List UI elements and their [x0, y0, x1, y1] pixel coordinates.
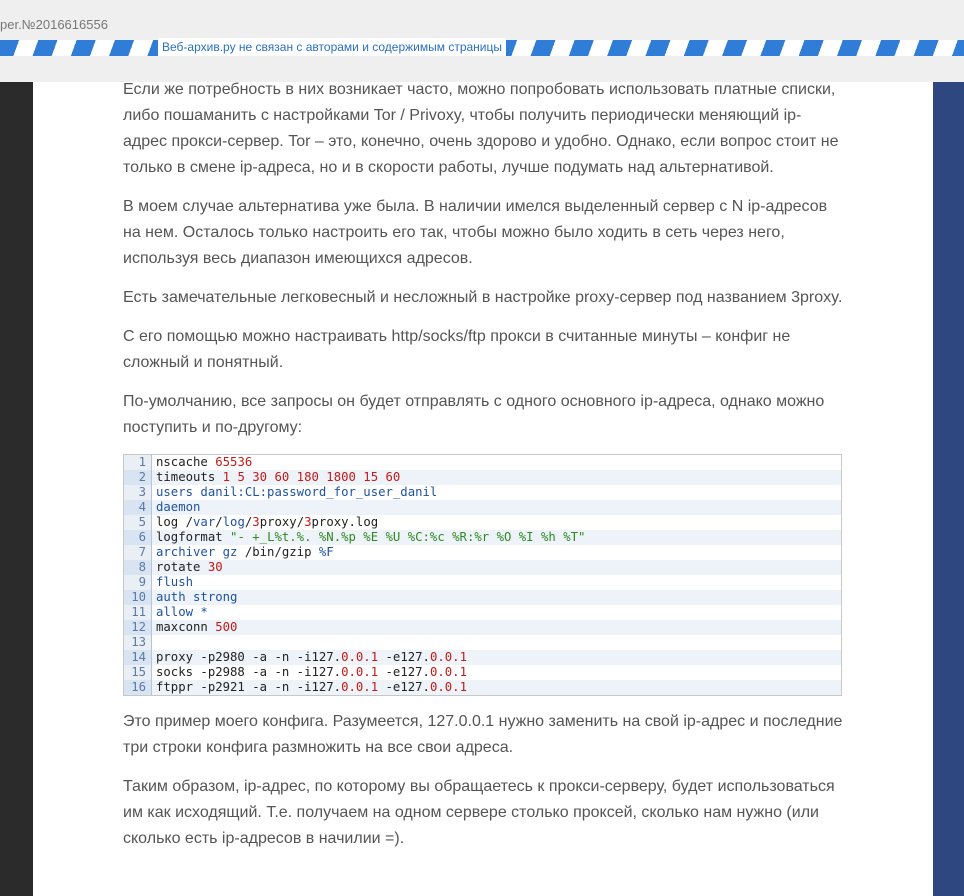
code-token: 30	[207, 560, 223, 574]
code-text	[152, 620, 841, 635]
line-number: 5	[124, 515, 152, 530]
code-token: socks -p2988 -a -n -i127.	[156, 665, 342, 679]
code-text	[152, 470, 841, 485]
article-body	[123, 82, 845, 865]
line-number: 4	[124, 500, 152, 515]
code-token: proxy/	[259, 515, 305, 529]
right-sidebar-strip	[933, 82, 964, 896]
line-number: 3	[124, 485, 152, 500]
line-number: 7	[124, 545, 152, 560]
code-token: proxy.log	[311, 515, 379, 529]
code-text	[152, 500, 841, 515]
code-text	[152, 530, 841, 545]
code-token: logformat	[156, 530, 231, 544]
code-token: -e127.	[378, 650, 430, 664]
code-token: -e127.	[378, 680, 430, 694]
code-line	[124, 545, 841, 560]
code-token: users danil:CL:password_for_user_danil	[156, 485, 438, 499]
code-token: /	[244, 515, 253, 529]
article-paragraph: В моем случае альтернатива уже была. В наличии имелся выделенный сервер с N ip-адресов на нем. Осталось только настроить его так, чтобы можно было ходить в сеть через него, используя весь диапазон имеющихся адресов.	[123, 198, 828, 267]
code-token: 1 5 30 60 180 1800 15 60	[222, 470, 401, 484]
line-number: 14	[124, 650, 152, 665]
article-paragraph: С его помощью можно настраивать http/socks/ftp прокси в считанные минуты – конфиг не сложный и понятный.	[123, 328, 791, 371]
code-token: 0.0.1	[341, 650, 379, 664]
code-line	[124, 620, 841, 635]
line-number: 11	[124, 605, 152, 620]
line-number: 16	[124, 680, 152, 695]
line-number: 10	[124, 590, 152, 605]
line-number: 2	[124, 470, 152, 485]
code-line	[124, 590, 841, 605]
code-token: maxconn	[156, 620, 216, 634]
code-line	[124, 635, 841, 650]
article-paragraph: Есть замечательные легковесный и несложный в настройке proxy-сервер под названием 3proxy.	[123, 289, 843, 306]
code-line	[124, 680, 841, 695]
code-text	[152, 575, 841, 590]
code-token: %F	[318, 545, 334, 559]
code-line	[124, 530, 841, 545]
code-token: 0.0.1	[341, 680, 379, 694]
code-token: 0.0.1	[341, 665, 379, 679]
code-token: log /	[156, 515, 194, 529]
code-line	[124, 605, 841, 620]
code-token: /bin/gzip	[244, 545, 319, 559]
code-token: nscache	[156, 455, 216, 469]
left-sidebar-strip	[0, 82, 33, 896]
line-number: 9	[124, 575, 152, 590]
code-text	[152, 560, 841, 575]
code-line	[124, 485, 841, 500]
archive-bar	[0, 0, 964, 82]
code-token: timeouts	[156, 470, 223, 484]
line-number: 12	[124, 620, 152, 635]
code-token: "- +_L%t.%. %N.%p %E %U %C:%c %R:%r %O %I %h %T"	[230, 530, 586, 544]
code-text	[152, 635, 841, 650]
code-line	[124, 500, 841, 515]
code-text	[152, 650, 841, 665]
archive-record-id: per.№2016616556	[0, 17, 108, 32]
code-line	[124, 455, 841, 470]
code-token: auth strong	[156, 590, 238, 604]
code-token: 3	[304, 515, 312, 529]
code-token: /	[215, 515, 223, 529]
article-paragraph: Если же потребность в них возникает часто, можно попробовать использовать платные списки, либо пошаманить с настройками Tor / Privoxy, чтобы получить периодически меняющий ip-адрес прокси-сервер. Tor – это, конечно, очень здорово и удобно. Однако, если вопрос стоит не только в смене ip-адреса, но и в скорости работы, лучше подумать над альтернативой.	[123, 81, 839, 176]
code-token: 3	[252, 515, 260, 529]
code-token: -e127.	[378, 665, 430, 679]
code-token: 500	[215, 620, 238, 634]
code-line	[124, 650, 841, 665]
code-token: archiver gz	[156, 545, 245, 559]
code-text	[152, 515, 841, 530]
code-line	[124, 665, 841, 680]
line-number: 1	[124, 455, 152, 470]
article-paragraph: Это пример моего конфига. Разумеется, 127.0.0.1 нужно заменить на свой ip-адрес и последние три строки конфига размножить на все свои адреса.	[123, 713, 843, 756]
code-text	[152, 545, 841, 560]
code-token: log	[222, 515, 245, 529]
code-token: 0.0.1	[429, 665, 467, 679]
code-line	[124, 470, 841, 485]
code-line	[124, 515, 841, 530]
code-token: 0.0.1	[429, 650, 467, 664]
code-token: allow *	[156, 605, 208, 619]
code-text	[152, 680, 841, 695]
line-number: 15	[124, 665, 152, 680]
archive-notice-link[interactable]: Веб-архив.ру не связан с авторами и содержимым страницы	[158, 38, 506, 56]
content-area	[33, 82, 933, 896]
line-number: 8	[124, 560, 152, 575]
code-text	[152, 590, 841, 605]
article-paragraph: Таким образом, ip-адрес, по которому вы обращаетесь к прокси-серверу, будет использоваться им как исходящий. Т.е. получаем на одном сервере столько проксей, сколько нам нужно (или сколько есть ip-адресов в начилии =).	[123, 778, 835, 847]
code-text	[152, 485, 841, 500]
code-text	[152, 665, 841, 680]
line-number: 6	[124, 530, 152, 545]
code-token: rotate	[156, 560, 208, 574]
code-text	[152, 605, 841, 620]
code-token: 0.0.1	[429, 680, 467, 694]
code-text	[152, 455, 841, 470]
article-paragraph: По-умолчанию, все запросы он будет отправлять с одного основного ip-адреса, однако можно поступить и по-другому:	[123, 393, 825, 436]
code-block	[123, 454, 842, 696]
code-line	[124, 575, 841, 590]
code-token: 65536	[215, 455, 253, 469]
code-token: proxy -p2980 -a -n -i127.	[156, 650, 342, 664]
code-token: ftppr -p2921 -a -n -i127.	[156, 680, 342, 694]
line-number: 13	[124, 635, 152, 650]
code-token: flush	[156, 575, 194, 589]
code-token: var	[193, 515, 216, 529]
code-line	[124, 560, 841, 575]
code-token: daemon	[156, 500, 201, 514]
